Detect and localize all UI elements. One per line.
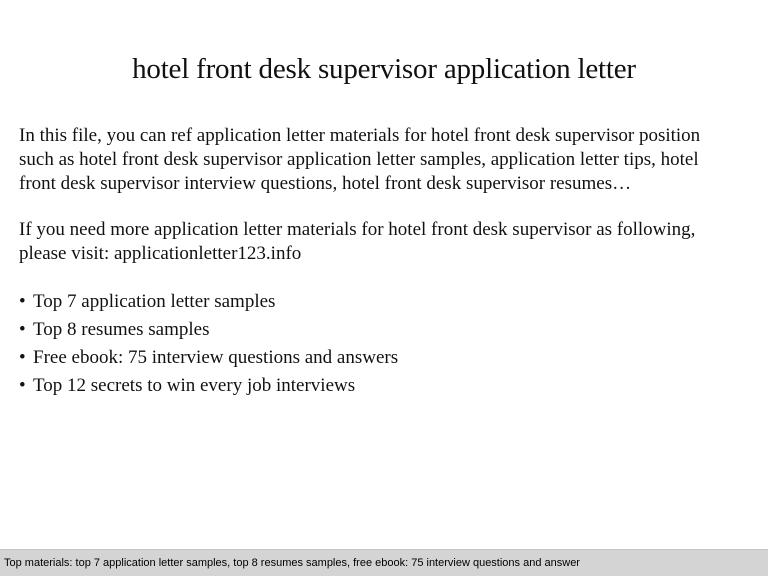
slide-title: hotel front desk supervisor application letter: [132, 53, 636, 85]
bullet-text: Top 8 resumes samples: [33, 319, 210, 340]
bullet-text: Top 12 secrets to win every job interviews: [33, 375, 356, 396]
slide-body: [19, 124, 739, 400]
bullet-text: Top 7 application letter samples: [33, 291, 276, 312]
bullet-text: Free ebook: 75 interview questions and answers: [33, 347, 399, 368]
bullet-icon: •: [19, 291, 26, 312]
bullet-list: [19, 288, 739, 400]
bullet-icon: •: [19, 319, 26, 340]
intro-paragraph: In this file, you can ref application letter materials for hotel front desk supervisor position such as hotel front desk supervisor application letter samples, application letter tips, hotel front desk supervisor interview questions, hotel front desk supervisor resumes…: [19, 125, 701, 194]
visit-paragraph: If you need more application letter materials for hotel front desk supervisor as following, please visit: applicationletter123.info: [19, 219, 696, 264]
bullet-item: [19, 372, 739, 400]
bullet-item: [19, 344, 739, 372]
footer-bar: [0, 549, 768, 576]
bullet-icon: •: [19, 375, 26, 396]
bullet-item: [19, 316, 739, 344]
bullet-icon: •: [19, 347, 26, 368]
footer-text: Top materials: top 7 application letter samples, top 8 resumes samples, free ebook: 75 interview questions and answer: [4, 557, 580, 569]
bullet-item: [19, 288, 739, 316]
